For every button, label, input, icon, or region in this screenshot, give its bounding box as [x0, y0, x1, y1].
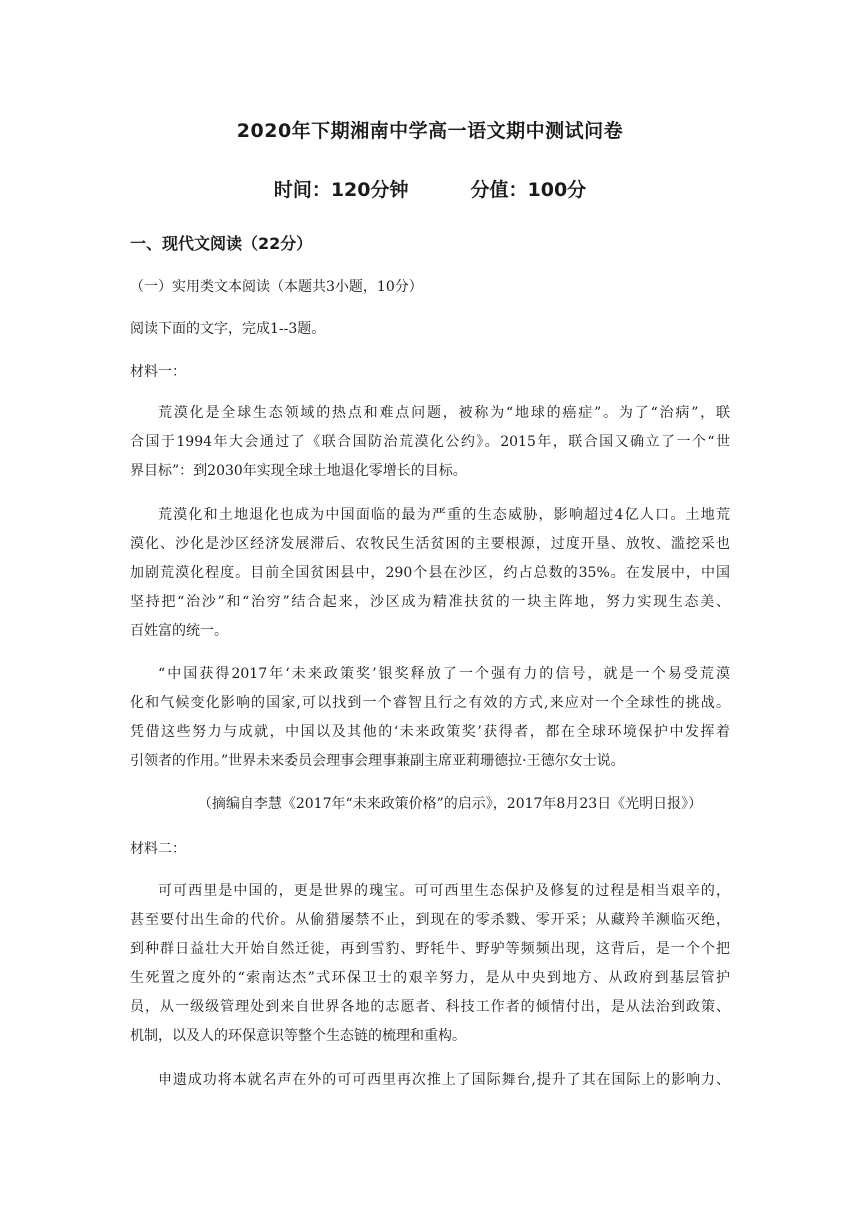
- paragraph-line: 凭借这些努力与成就，中国以及其他的‘未来政策奖’获得者，都在全球环境保护中发挥着: [130, 724, 730, 740]
- paragraph-line: 百姓富的统一。: [130, 623, 228, 639]
- paragraph-line: 坚持把“治沙”和“治穷”结合起来，沙区成为精准扶贫的一块主阵地，努力实现生态美、: [130, 594, 730, 610]
- exam-info: [0, 175, 860, 202]
- paragraph-1: [130, 399, 730, 486]
- page-title: 2020年下期湘南中学高一语文期中测试问卷: [236, 120, 624, 142]
- section-heading: 一、现代文阅读（22分）: [130, 234, 313, 253]
- paragraph-line: 漠化、沙化是沙区经济发展滞后、农牧民生活贫困的主要根源，过度开垦、放牧、滥挖采也: [130, 536, 730, 552]
- instruction-text: 阅读下面的文字，完成1--3题。: [130, 321, 326, 337]
- paragraph-3: [130, 660, 730, 776]
- paragraph-line: 界目标”：到2030年实现全球土地退化零增长的目标。: [130, 463, 467, 479]
- paragraph-line: 甚至要付出生命的代价。从偷猎屡禁不止，到现在的零杀戮、零开采；从藏羚羊濒临灭绝，: [130, 912, 730, 928]
- paragraph-line: 机制，以及人的环保意识等整个生态链的梳理和重构。: [130, 1028, 466, 1044]
- subsection-heading: （一）实用类文本阅读（本题共3小题，10分）: [130, 279, 423, 295]
- paragraph-line: 生死置之度外的“索南达杰”式环保卫士的艰辛努力，是从中央到地方、从政府到基层管护: [130, 970, 730, 986]
- paragraph-line: 合国于1994年大会通过了《联合国防治荒漠化公约》。2015年，联合国又确立了一个“世: [130, 434, 730, 450]
- paragraph-line: 荒漠化是全球生态领域的热点和难点问题，被称为“地球的癌症”。为了“治病”，联: [158, 405, 730, 421]
- time-label: 时间：120分钟: [273, 179, 409, 201]
- material-2-label: 材料二：: [130, 841, 186, 857]
- paragraph-line: 荒漠化和土地退化也成为中国面临的最为严重的生态威胁，影响超过4亿人口。土地荒: [158, 507, 730, 523]
- paragraph-2: [130, 501, 730, 646]
- paragraph-line: 可可西里是中国的，更是世界的瑰宝。可可西里生态保护及修复的过程是相当艰辛的，: [158, 883, 730, 899]
- material-1-label: 材料一：: [130, 364, 186, 380]
- paragraph-line: 员，从一级级管理处到来自世界各地的志愿者、科技工作者的倾情付出，是从法治到政策、: [130, 999, 730, 1015]
- paragraph-5: [130, 1066, 730, 1095]
- score-label: 分值：100分: [470, 179, 587, 201]
- paragraph-line: 到种群日益壮大开始自然迁徙，再到雪豹、野牦牛、野驴等频频出现，这背后，是一个个把: [130, 941, 730, 957]
- paragraph-line: “中国获得2017年‘未来政策奖’银奖释放了一个强有力的信号，就是一个易受荒漠: [158, 666, 730, 682]
- paragraph-line: 引领者的作用。”世界未来委员会理事会理事兼副主席亚莉珊德拉·王德尔女士说。: [130, 753, 625, 769]
- paragraph-line: 化和气候变化影响的国家,可以找到一个睿智且行之有效的方式,来应对一个全球性的挑战。: [130, 695, 730, 711]
- source-citation: （摘编自李慧《2017年“未来政策价格”的启示》，2017年8月23日《光明日报》）: [197, 796, 703, 812]
- paragraph-line: 加剧荒漠化程度。目前全国贫困县中，290个县在沙区，约占总数的35%。在发展中，中国: [130, 565, 730, 581]
- paragraph-4: [130, 877, 730, 1051]
- paragraph-line: 申遗成功将本就名声在外的可可西里再次推上了国际舞台,提升了其在国际上的影响力、: [158, 1072, 730, 1088]
